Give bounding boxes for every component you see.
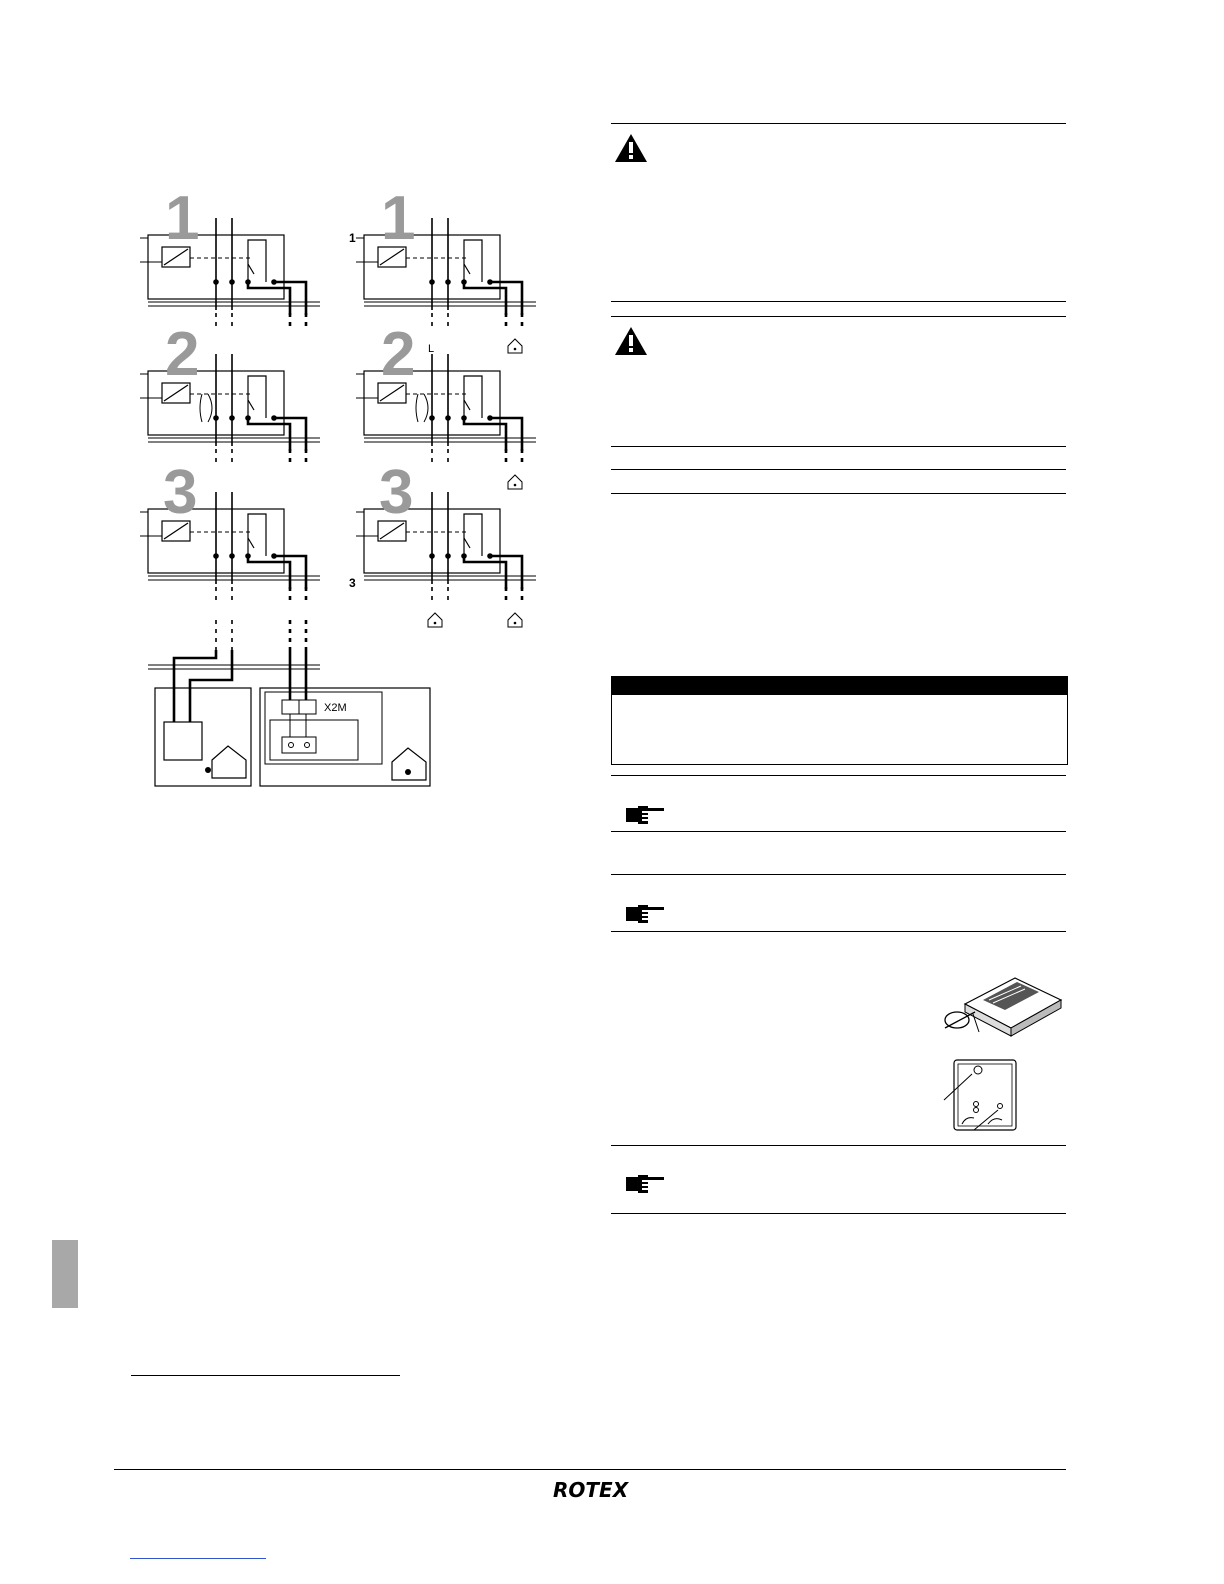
chapter-side-tab <box>52 1240 78 1308</box>
link-underline[interactable] <box>130 1558 266 1559</box>
terminal-label-x2m: X2M <box>324 702 347 714</box>
house-icon <box>392 748 426 780</box>
step-number-1-right: 1 <box>381 184 416 253</box>
remote-controller-illustration <box>935 970 1065 1040</box>
rotex-logo: ROTEX <box>553 1478 629 1502</box>
wall-plate-illustration <box>940 1058 1020 1134</box>
pointing-hand-icon <box>624 903 666 927</box>
section-rule <box>611 1213 1066 1214</box>
step-number-2-left: 2 <box>165 320 200 389</box>
section-rule <box>611 316 1066 317</box>
pointing-hand-icon <box>624 804 666 828</box>
house-icon <box>508 613 522 627</box>
section-rule <box>611 874 1066 875</box>
warning-triangle-icon <box>614 133 648 163</box>
wiring-diagram <box>140 180 560 800</box>
section-rule <box>611 493 1066 494</box>
footnote-rule <box>131 1375 400 1376</box>
section-rule <box>611 469 1066 470</box>
section-rule <box>611 1145 1066 1146</box>
house-icon <box>428 613 442 627</box>
footer-rule <box>114 1469 1066 1470</box>
label-l: L <box>428 343 435 355</box>
section-rule <box>611 123 1066 124</box>
step-number-2-right: 2 <box>381 320 416 389</box>
info-panel-header <box>611 676 1068 695</box>
step-number-1-left: 1 <box>165 184 200 253</box>
house-icon <box>205 746 246 778</box>
house-icon <box>508 475 522 489</box>
label-one: 1 <box>349 231 356 245</box>
label-three: 3 <box>349 576 356 590</box>
warning-triangle-icon <box>614 326 648 356</box>
section-rule <box>611 775 1066 776</box>
section-rule <box>611 831 1066 832</box>
house-icon <box>508 339 522 353</box>
section-rule <box>611 301 1066 302</box>
section-rule <box>611 931 1066 932</box>
step-number-3-right: 3 <box>379 458 414 527</box>
pointing-hand-icon <box>624 1173 666 1197</box>
step-number-3-left: 3 <box>163 458 198 527</box>
section-rule <box>611 446 1066 447</box>
